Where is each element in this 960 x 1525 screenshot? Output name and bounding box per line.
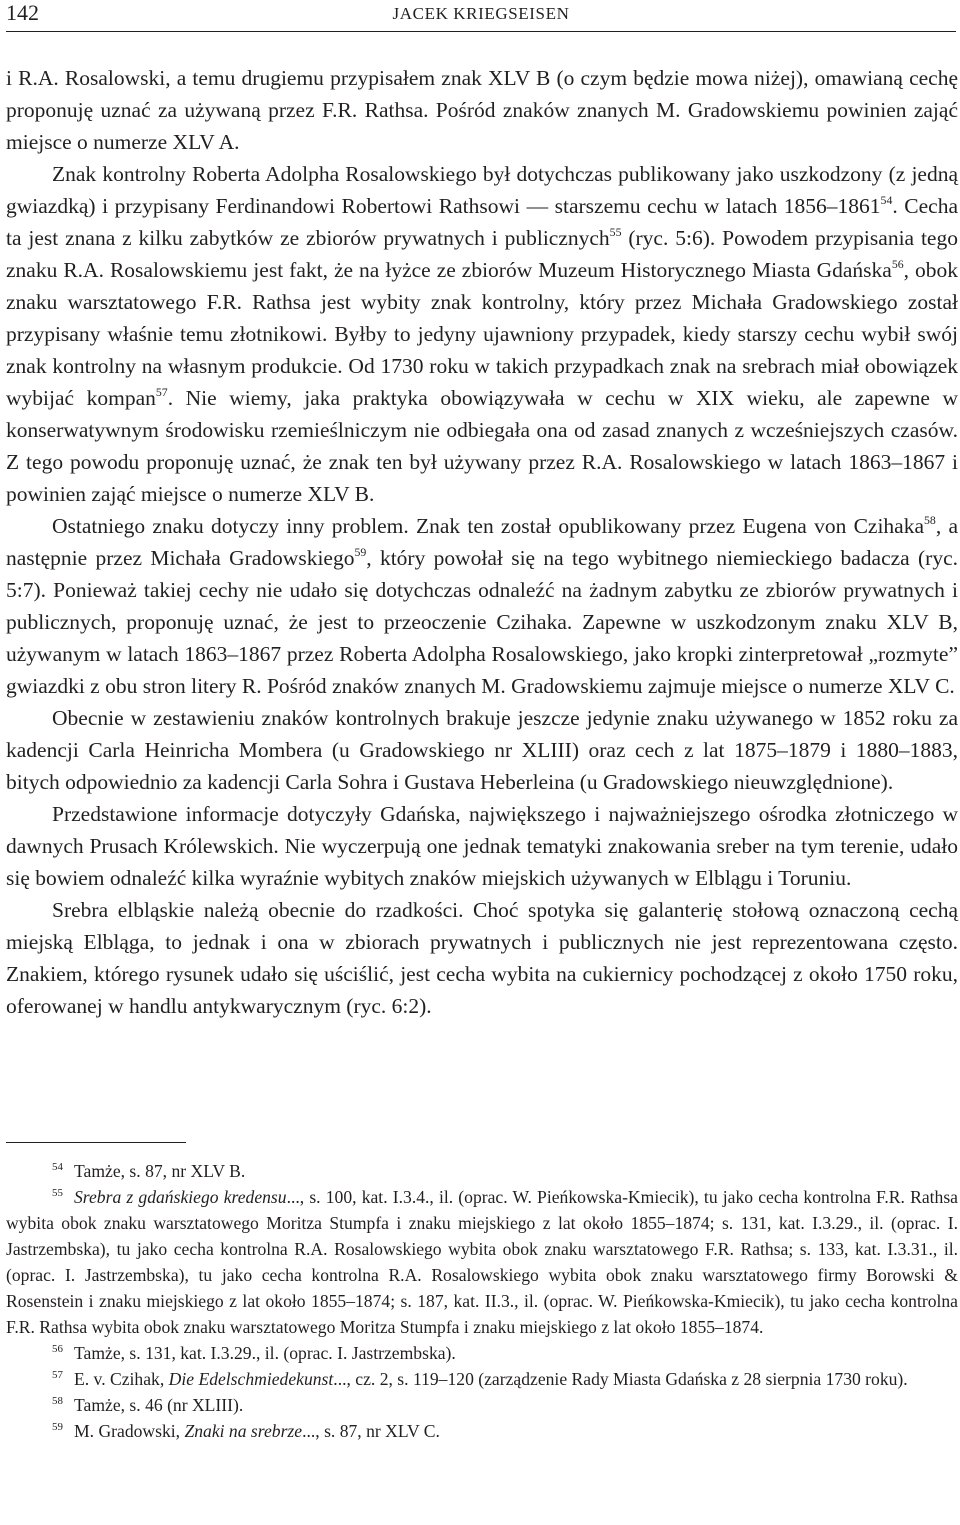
footnote-ref-56[interactable]: 56 <box>891 257 904 272</box>
footnote-56: 56 Tamże, s. 131, kat. I.3.29., il. (oprac. I. Jastrzembska). <box>52 1343 456 1363</box>
paragraph-1: i R.A. Rosalowski, a temu drugiemu przypisałem znak XLV B (o czym będzie mowa niżej), omawianą cechę proponuję uznać za używaną przez F.R. Rathsa. Pośród znaków znanych M. Gradowskiemu powinien zająć miejsce o numerze XLV A. <box>6 66 958 154</box>
body-text <box>6 62 958 1022</box>
footnote-55: 55 Srebra z gdańskiego kredensu..., s. 100, kat. I.3.4., il. (oprac. W. Pieńkowska-Kmiecik), tu jako cecha kontrolna F.R. Rathsa wybita obok znaku warsztatowego Moritza Stumpfa i znaku miejskiego z lat około 1855–1874; s. 131, kat. I.3.29., il. (oprac. I. Jastrzembska), tu jako cecha kontrolna R.A. Rosalowskiego wybita obok znaku warsztatowego F.R. Rathsa; s. 133, kat. I.3.31., il. (oprac. I. Jastrzembska), tu jako cecha kontrolna R.A. Rosalowskiego wybita obok znaku warsztatowego firmy Borowski & Rosenstein i znaku miejskiego z lat około 1855–1874; s. 187, kat. II.3., il. (oprac. W. Pieńkowska-Kmiecik), tu jako cecha kontrolna F.R. Rathsa wybita obok znaku warsztatowego Moritza Stumpfa i znaku miejskiego z lat około 1855–1874. <box>6 1187 958 1337</box>
cited-title: Srebra z gdańskiego kredensu <box>74 1187 287 1207</box>
footnote-ref-54[interactable]: 54 <box>880 193 893 208</box>
footnote-ref-59[interactable]: 59 <box>354 545 367 560</box>
paragraph-5: Przedstawione informacje dotyczyły Gdańska, największego i najważniejszego ośrodka złotniczego w dawnych Prusach Królewskich. Nie wyczerpują one jednak tematyki znakowania sreber na tym terenie, udało się bowiem odnaleźć kilka wyraźnie wybitych znaków miejskich używanych w Elblągu i Toruniu. <box>6 802 958 890</box>
footnotes <box>6 1158 958 1444</box>
footnote-54: 54 Tamże, s. 87, nr XLV B. <box>52 1161 246 1181</box>
paragraph-3: Ostatniego znaku dotyczy inny problem. Znak ten został opublikowany przez Eugena von Czihaka$^{58}$, a następnie przez Michała Gradowskiego$^{59}$, który powołał się na tego wybitnego niemieckiego badacza (ryc. 5:7). Ponieważ takiej cechy nie udało się dotychczas odnaleźć na żadnym zabytku ze zbiorów prywatnych i publicznych, proponuję uznać, że jest to przeoczenie Czihaka. Zapewne w uszkodzonym znaku XLV B, używanym w latach 1863–1867 przez Roberta Adolpha Rosalowskiego, jako kropki zinterpretował „rozmyte” gwiazdki z obu stron litery R. Pośród znaków znanych M. Gradowskiemu zajmuje miejsce o numerze XLV C. <box>6 513 958 698</box>
page-number: 142 <box>6 0 39 25</box>
header-rule <box>6 31 956 32</box>
cited-title: Znaki na srebrze <box>184 1421 303 1441</box>
footnote-59: 59 M. Gradowski, Znaki na srebrze..., s. 87, nr XLV C. <box>52 1421 440 1441</box>
footnote-ref-58[interactable]: 58 <box>924 513 936 528</box>
paragraph-4: Obecnie w zestawieniu znaków kontrolnych brakuje jeszcze jedynie znaku używanego w 1852 roku za kadencji Carla Heinricha Mombera (u Gradowskiego nr XLIII) oraz cech z lat 1875–1879 i 1880–1883, bitych odpowiednio za kadencji Carla Sohra i Gustava Heberleina (u Gradowskiego nieuwzględnione). <box>6 706 958 794</box>
running-title: JACEK KRIEGSEISEN <box>392 4 570 23</box>
footnote-separator <box>6 1142 186 1143</box>
cited-title: Die Edelschmiedekunst <box>168 1369 334 1389</box>
footnote-ref-55[interactable]: 55 <box>609 225 622 240</box>
footnote-57: 57 E. v. Czihak, Die Edelschmiedekunst..., cz. 2, s. 119–120 (zarządzenie Rady Miasta Gdańska z 28 sierpnia 1730 roku). <box>52 1369 908 1389</box>
paragraph-2: Znak kontrolny Roberta Adolpha Rosalowskiego był dotychczas publikowany jako uszkodzony (z jedną gwiazdką) i przypisany Ferdinandowi Robertowi Rathsowi — starszemu cechu w latach 1856–1861$^{54}$. Cecha ta jest znana z kilku zabytków ze zbiorów prywatnych i publicznych$^{55}$ (ryc. 5:6). Powodem przypisania tego znaku R.A. Rosalowskiemu jest fakt, że na łyżce ze zbiorów Muzeum Historycznego Miasta Gdańska$^{56}$, obok znaku warsztatowego F.R. Rathsa jest wybity znak kontrolny, który przez Michała Gradowskiego został przypisany właśnie temu złotnikowi. Byłby to jedyny ujawniony przypadek, kiedy starszy cechu wybił swój znak kontrolny na własnym produkcie. Od 1730 roku w takich przypadkach znak na srebrach miał obowiązek wybijać kompan$^{57}$. Nie wiemy, jaka praktyka obowiązywała w cechu w XIX wieku, ale zapewne w konserwatywnym środowisku rzemieślniczym nie odbiegała ona od zasad znanych z wcześniejszych czasów. Z tego powodu proponuję uznać, że znak ten był używany przez R.A. Rosalowskiego w latach 1863–1867 i powinien zająć miejsce o numerze XLV B. <box>6 162 959 506</box>
footnote-ref-57[interactable]: 57 <box>155 385 168 400</box>
running-header <box>6 0 956 36</box>
footnote-58: 58 Tamże, s. 46 (nr XLIII). <box>52 1395 244 1415</box>
paragraph-6: Srebra elbląskie należą obecnie do rzadkości. Choć spotyka się galanterię stołową oznaczoną cechą miejską Elbląga, to jednak i ona w zbiorach prywatnych i publicznych nie jest reprezentowana często. Znakiem, którego rysunek udało się uściślić, jest cecha wybita na cukiernicy pochodzącej z około 1750 roku, oferowanej w handlu antykwarycznym (ryc. 6:2). <box>6 898 958 1018</box>
